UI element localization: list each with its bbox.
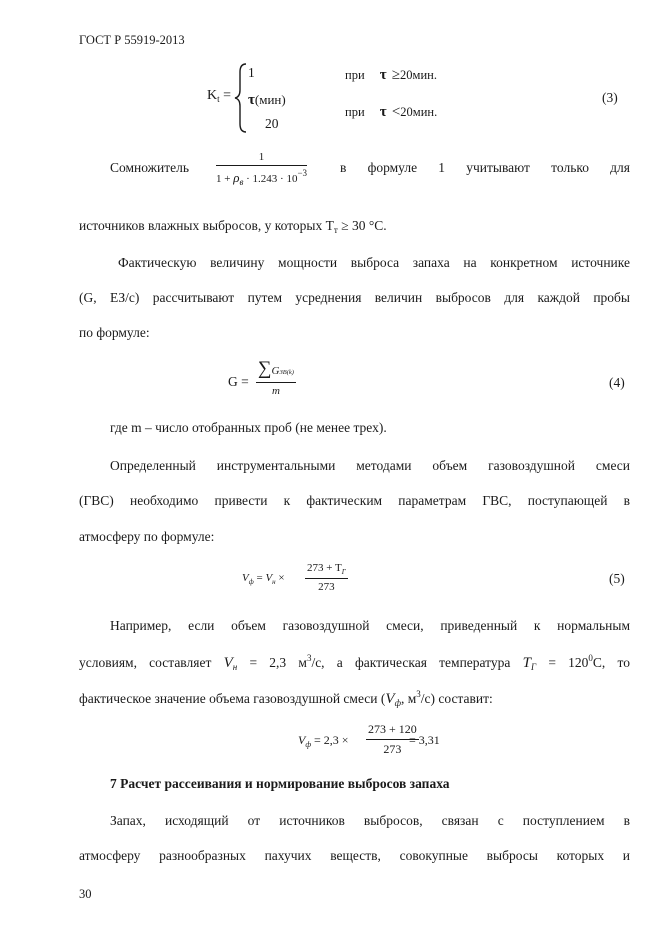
where-line: где m – число отобранных проб (не менее трех). xyxy=(110,420,387,435)
eq6-fraction: $\frac{273 + 120}{273}$ xyxy=(368,722,417,756)
eq4-number: (4) xyxy=(609,375,625,390)
para3-line2: (ГВС) необходимо привести к фактическим параметрам ГВС, поступающей в xyxy=(79,493,630,508)
eq3-case2-num: τ(мин) xyxy=(248,92,286,108)
para4-line1: Например, если объем газовоздушной смеси, приведенный к нормальным xyxy=(110,618,630,633)
eq6-lhs: $V_ф = 2,3$ × xyxy=(298,733,349,749)
para1-fraction: $\frac{1}{1 + \rho_в \cdot 1.243 \cdot 10^{-3}}$ xyxy=(216,151,308,187)
para2-line3: по формуле: xyxy=(79,325,150,340)
section-line2: атмосферу разнообразных пахучих веществ, совокупные выбросы которых и xyxy=(79,848,630,863)
para1-start: Сомножитель xyxy=(110,160,190,175)
page-number: 30 xyxy=(79,887,92,901)
eq3-case1-value: 1 xyxy=(248,65,255,80)
eq4-lhs: G = xyxy=(228,374,249,389)
para1-line2: источников влажных выбросов, у которых $T_т \ge 30$ °С. xyxy=(79,218,387,235)
eq6-result: = 3,31 xyxy=(409,733,440,747)
eq3-case1-cond: при τ ≥20мин. xyxy=(345,67,437,83)
eq3-case2-cond: при τ <20мин. xyxy=(345,104,438,120)
eq3-number: (3) xyxy=(602,90,618,105)
para1-line1-end: в формуле 1 учитывают только для xyxy=(340,160,630,175)
para2-line2: (G, ЕЗ/с) рассчитывают путем усреднения величин выбросов для каждой пробы xyxy=(79,290,630,305)
para2-line1: Фактическую величину мощности выброса запаха на конкретном источнике xyxy=(118,255,630,270)
eq5-number: (5) xyxy=(609,571,625,586)
eq3-case2-den: 20 xyxy=(265,116,279,131)
eq4-fraction: $\frac{\text{∑GЗВ(k)}}{m}$ xyxy=(258,358,294,397)
eq3-lhs: $K_t$ = xyxy=(207,88,232,104)
section-heading: 7 Расчет рассеивания и нормирование выбросов запаха xyxy=(110,776,450,791)
document-code: ГОСТ Р 55919-2013 xyxy=(79,33,185,47)
para3-line1: Определенный инструментальными методами объем газовоздушной смеси xyxy=(110,458,630,473)
para4-line3: фактическое значение объема газовоздушной смеси ($V_ф$, $м^3/с$) составит: xyxy=(79,689,493,708)
eq5-lhs: $V_ф = V_н$ × xyxy=(242,572,285,586)
section-line1: Запах, исходящий от источников выбросов, связан с поступлением в xyxy=(110,813,630,828)
para3-line3: атмосферу по формуле: xyxy=(79,529,215,544)
eq5-fraction: $\frac{273 + T_Г}{273}$ xyxy=(307,562,346,593)
para4-line2: условиям, составляет $V_н = 2,3$ $м^3/с$, а фактическая температура $T_Г = 120^0С$, то xyxy=(79,653,630,672)
